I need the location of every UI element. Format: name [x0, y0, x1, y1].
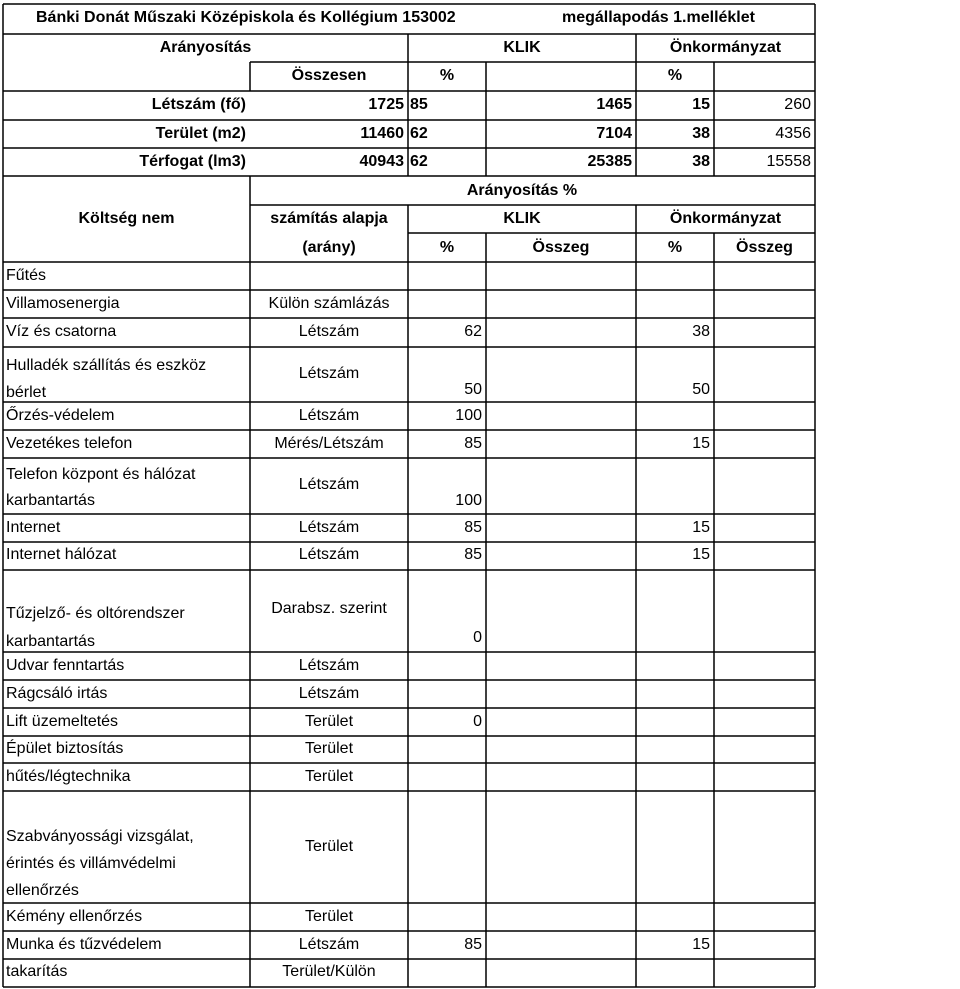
cost-label: Internet hálózat: [6, 546, 117, 563]
cost-onk-pct: 15: [692, 936, 710, 953]
cost-label: Villamosenergia: [6, 295, 120, 312]
cost-klik-pct: 0: [473, 629, 482, 646]
cost-label: Fűtés: [6, 267, 47, 284]
cost-klik-pct: 100: [455, 492, 482, 509]
cost-klik-pct: 85: [464, 546, 482, 563]
col-pct-onk: %: [667, 67, 683, 84]
onk-osszeg-header: Összeg: [736, 239, 793, 256]
agreement-title: megállapodás 1.melléklet: [562, 9, 755, 26]
cost-label: Tűzjelző- és oltórendszer karbantartás: [6, 605, 185, 650]
szamitas-alapja-header: számítás alapja: [270, 210, 388, 227]
cost-alap: Létszám: [298, 519, 360, 536]
cost-alap: Létszám: [298, 365, 360, 382]
pct2-value: 38: [692, 125, 710, 142]
cost-alap: Terület/Külön: [282, 963, 376, 980]
cost-alap: Terület: [304, 713, 354, 730]
cost-label: Internet: [6, 519, 61, 536]
osszesen-value: 40943: [359, 153, 404, 170]
cost-klik-pct: 0: [473, 713, 482, 730]
cost-alap: Létszám: [298, 323, 360, 340]
onk-pct-header: %: [667, 239, 683, 256]
cost-klik-pct: 85: [464, 936, 482, 953]
onk-value: 4356: [775, 125, 811, 142]
cost-label: Udvar fenntartás: [6, 657, 125, 674]
cost-klik-pct: 85: [464, 435, 482, 452]
cost-alap: Létszám: [298, 407, 360, 424]
cost-alap: Mérés/Létszám: [274, 435, 384, 452]
row-label: Térfogat (lm3): [139, 153, 246, 170]
aranyositas-pct-header: Arányosítás %: [466, 182, 578, 199]
cost-klik-pct: 100: [455, 407, 482, 424]
klik-value: 25385: [587, 153, 632, 170]
pct2-value: 15: [692, 96, 710, 113]
cost-alap: Darabsz. szerint: [271, 600, 387, 617]
col-klik: KLIK: [503, 39, 541, 56]
cost-onk-pct: 15: [692, 435, 710, 452]
pct2-value: 38: [692, 153, 710, 170]
cost-label: Munka és tűzvédelem: [6, 936, 162, 953]
osszesen-value: 11460: [360, 125, 404, 142]
col-osszesen: Összesen: [291, 67, 367, 84]
cost-label: Őrzés-védelem: [6, 407, 115, 424]
row-label: Létszám (fő): [151, 96, 246, 113]
cost-label: Lift üzemeltetés: [6, 713, 119, 730]
pct-value: 62: [410, 153, 428, 170]
school-title: Bánki Donát Műszaki Középiskola és Kollégium 153002: [36, 9, 456, 26]
cost-onk-pct: 15: [692, 546, 710, 563]
cost-alap: Terület: [304, 908, 354, 925]
cost-alap: Létszám: [298, 476, 360, 493]
cost-label: Hulladék szállítás és eszköz bérlet: [6, 357, 207, 401]
cost-label: Rágcsáló irtás: [6, 685, 108, 702]
col-aranyositas: Arányosítás: [159, 39, 252, 56]
row-label: Terület (m2): [155, 125, 246, 142]
col-pct: %: [439, 67, 455, 84]
pct-value: 62: [410, 125, 428, 142]
cost-onk-pct: 50: [692, 381, 710, 398]
cost-alap: Külön számlázás: [268, 295, 390, 312]
cost-label: Épület biztosítás: [6, 740, 124, 757]
cost-label: Vezetékes telefon: [6, 435, 133, 452]
klik-value: 1465: [596, 96, 632, 113]
cost-label: Telefon központ és hálózat karbantartás: [6, 466, 196, 509]
col-onkormanyzat: Önkormányzat: [669, 39, 782, 56]
onkormanyzat-header: Önkormányzat: [669, 210, 782, 227]
cost-label: takarítás: [6, 963, 68, 980]
klik-header: KLIK: [503, 210, 541, 227]
cost-alap: Létszám: [298, 657, 360, 674]
onk-value: 260: [784, 96, 811, 113]
arany-header: (arány): [302, 239, 356, 256]
cost-onk-pct: 15: [692, 519, 710, 536]
cost-klik-pct: 85: [464, 519, 482, 536]
cost-label: Kémény ellenőrzés: [6, 908, 143, 925]
cost-alap: Létszám: [298, 685, 360, 702]
cost-klik-pct: 62: [464, 323, 482, 340]
cost-alap: Terület: [304, 740, 354, 757]
klik-value: 7104: [596, 125, 632, 142]
klik-pct-header: %: [439, 239, 455, 256]
cost-klik-pct: 50: [464, 381, 482, 398]
cost-label: Szabványossági vizsgálat, érintés és villámvédelmi ellenőrzés: [6, 828, 194, 899]
cost-label: hűtés/légtechnika: [6, 768, 131, 785]
cost-alap: Létszám: [298, 936, 360, 953]
osszesen-value: 1725: [368, 96, 404, 113]
cost-alap: Terület: [304, 768, 354, 785]
cost-label: Víz és csatorna: [6, 323, 117, 340]
koltseg-nem-header: Költség nem: [78, 210, 175, 227]
cost-alap: Terület: [304, 838, 354, 855]
pct-value: 85: [410, 96, 428, 113]
cost-alap: Létszám: [298, 546, 360, 563]
klik-osszeg-header: Összeg: [532, 239, 590, 256]
onk-value: 15558: [766, 153, 811, 170]
cost-onk-pct: 38: [692, 323, 710, 340]
